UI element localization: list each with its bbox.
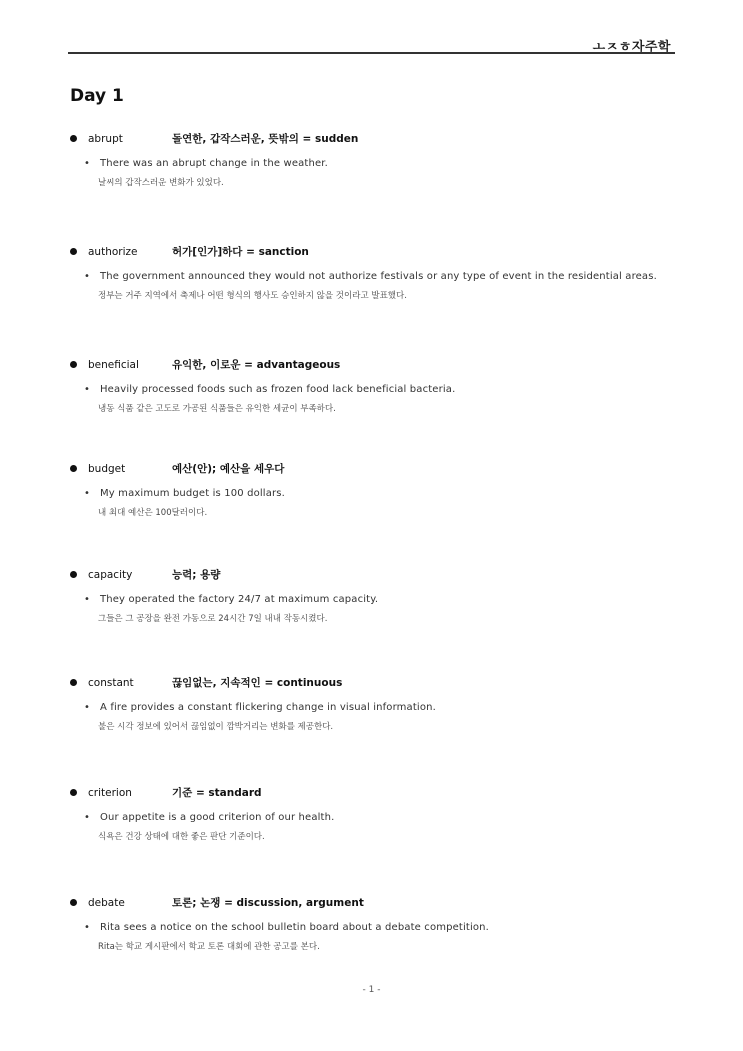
word-line <box>70 130 680 148</box>
vocab-entry <box>70 130 680 190</box>
example-line <box>70 920 680 936</box>
translation-text: Rita는 학교 게시판에서 학교 토론 대회에 관한 공고를 본다. <box>98 942 320 952</box>
vocab-word: abrupt <box>88 133 123 145</box>
vocab-word: budget <box>88 463 126 475</box>
small-bullet-icon: • <box>84 594 90 605</box>
example-line <box>70 486 680 502</box>
word-line <box>70 566 680 584</box>
example-sentence: My maximum budget is 100 dollars. <box>100 488 285 499</box>
translation-text: 내 최대 예산은 100달러이다. <box>98 508 208 518</box>
small-bullet-icon: • <box>84 812 90 823</box>
bullet-icon <box>70 248 77 255</box>
example-sentence: Rita sees a notice on the school bulletin board about a debate competition. <box>100 922 489 933</box>
header-divider <box>68 52 675 54</box>
translation-line <box>70 289 680 303</box>
vocab-meaning: 예산(안); 예산을 세우다 <box>172 463 285 475</box>
vocab-meaning: 허가[인가]하다 = sanction <box>172 246 309 258</box>
vocab-entry <box>70 674 680 734</box>
vocab-entry <box>70 566 680 626</box>
bullet-icon <box>70 789 77 796</box>
small-bullet-icon: • <box>84 384 90 395</box>
translation-text: 그들은 그 공장을 완전 가동으로 24시간 7일 내내 작동시켰다. <box>98 614 328 624</box>
example-sentence: Our appetite is a good criterion of our health. <box>100 812 335 823</box>
vocab-meaning: 토론; 논쟁 = discussion, argument <box>172 897 364 909</box>
example-sentence: There was an abrupt change in the weather. <box>100 158 328 169</box>
example-sentence: They operated the factory 24/7 at maximum capacity. <box>100 594 379 605</box>
small-bullet-icon: • <box>84 271 90 282</box>
translation-text: 냉동 식품 같은 고도로 가공된 식품들은 유익한 세균이 부족하다. <box>98 404 336 414</box>
vocab-entry <box>70 356 680 416</box>
example-line <box>70 382 680 398</box>
vocab-word: authorize <box>88 246 138 258</box>
vocab-word: capacity <box>88 569 133 581</box>
bullet-icon <box>70 899 77 906</box>
vocab-entry <box>70 894 680 954</box>
example-sentence: The government announced they would not authorize festivals or any type of event in the residential areas. <box>100 271 657 282</box>
small-bullet-icon: • <box>84 702 90 713</box>
small-bullet-icon: • <box>84 488 90 499</box>
example-line <box>70 592 680 608</box>
word-line <box>70 356 680 374</box>
vocab-entry <box>70 460 680 520</box>
example-line <box>70 700 680 716</box>
brand-logo: ㅗㅈㅎ자주학 <box>592 40 671 55</box>
translation-line <box>70 402 680 416</box>
bullet-icon <box>70 571 77 578</box>
translation-text: 불은 시각 정보에 있어서 끊임없이 깜박거리는 변화를 제공한다. <box>98 722 334 732</box>
bullet-icon <box>70 135 77 142</box>
small-bullet-icon: • <box>84 158 90 169</box>
vocab-meaning: 기준 = standard <box>172 787 262 799</box>
bullet-icon <box>70 679 77 686</box>
translation-text: 정부는 거주 지역에서 축제나 어떤 형식의 행사도 승인하지 않을 것이라고 발표했다. <box>98 291 407 301</box>
vocab-word: beneficial <box>88 359 139 371</box>
vocab-word: constant <box>88 677 134 689</box>
word-line <box>70 894 680 912</box>
word-line <box>70 674 680 692</box>
example-sentence: Heavily processed foods such as frozen food lack beneficial bacteria. <box>100 384 456 395</box>
translation-line <box>70 720 680 734</box>
example-line <box>70 156 680 172</box>
vocab-entry <box>70 784 680 844</box>
translation-line <box>70 830 680 844</box>
example-line <box>70 810 680 826</box>
day-title: Day 1 <box>70 86 124 106</box>
vocab-meaning: 유익한, 이로운 = advantageous <box>172 359 341 371</box>
translation-line <box>70 176 680 190</box>
translation-text: 날씨의 갑작스러운 변화가 있었다. <box>98 178 224 188</box>
small-bullet-icon: • <box>84 922 90 933</box>
vocab-meaning: 능력; 용량 <box>172 569 221 581</box>
example-sentence: A fire provides a constant flickering change in visual information. <box>100 702 436 713</box>
bullet-icon <box>70 361 77 368</box>
translation-line <box>70 612 680 626</box>
example-line <box>70 269 680 285</box>
translation-line <box>70 506 680 520</box>
translation-line <box>70 940 680 954</box>
vocab-meaning: 끊임없는, 지속적인 = continuous <box>172 677 343 689</box>
vocab-entry <box>70 243 680 303</box>
word-line <box>70 243 680 261</box>
vocab-word: criterion <box>88 787 132 799</box>
translation-text: 식욕은 건강 상태에 대한 좋은 판단 기준이다. <box>98 832 265 842</box>
word-line <box>70 460 680 478</box>
vocab-meaning: 돌연한, 갑작스러운, 뜻밖의 = sudden <box>172 133 359 145</box>
word-line <box>70 784 680 802</box>
bullet-icon <box>70 465 77 472</box>
vocab-word: debate <box>88 897 125 909</box>
page-number: - 1 - <box>362 985 381 995</box>
